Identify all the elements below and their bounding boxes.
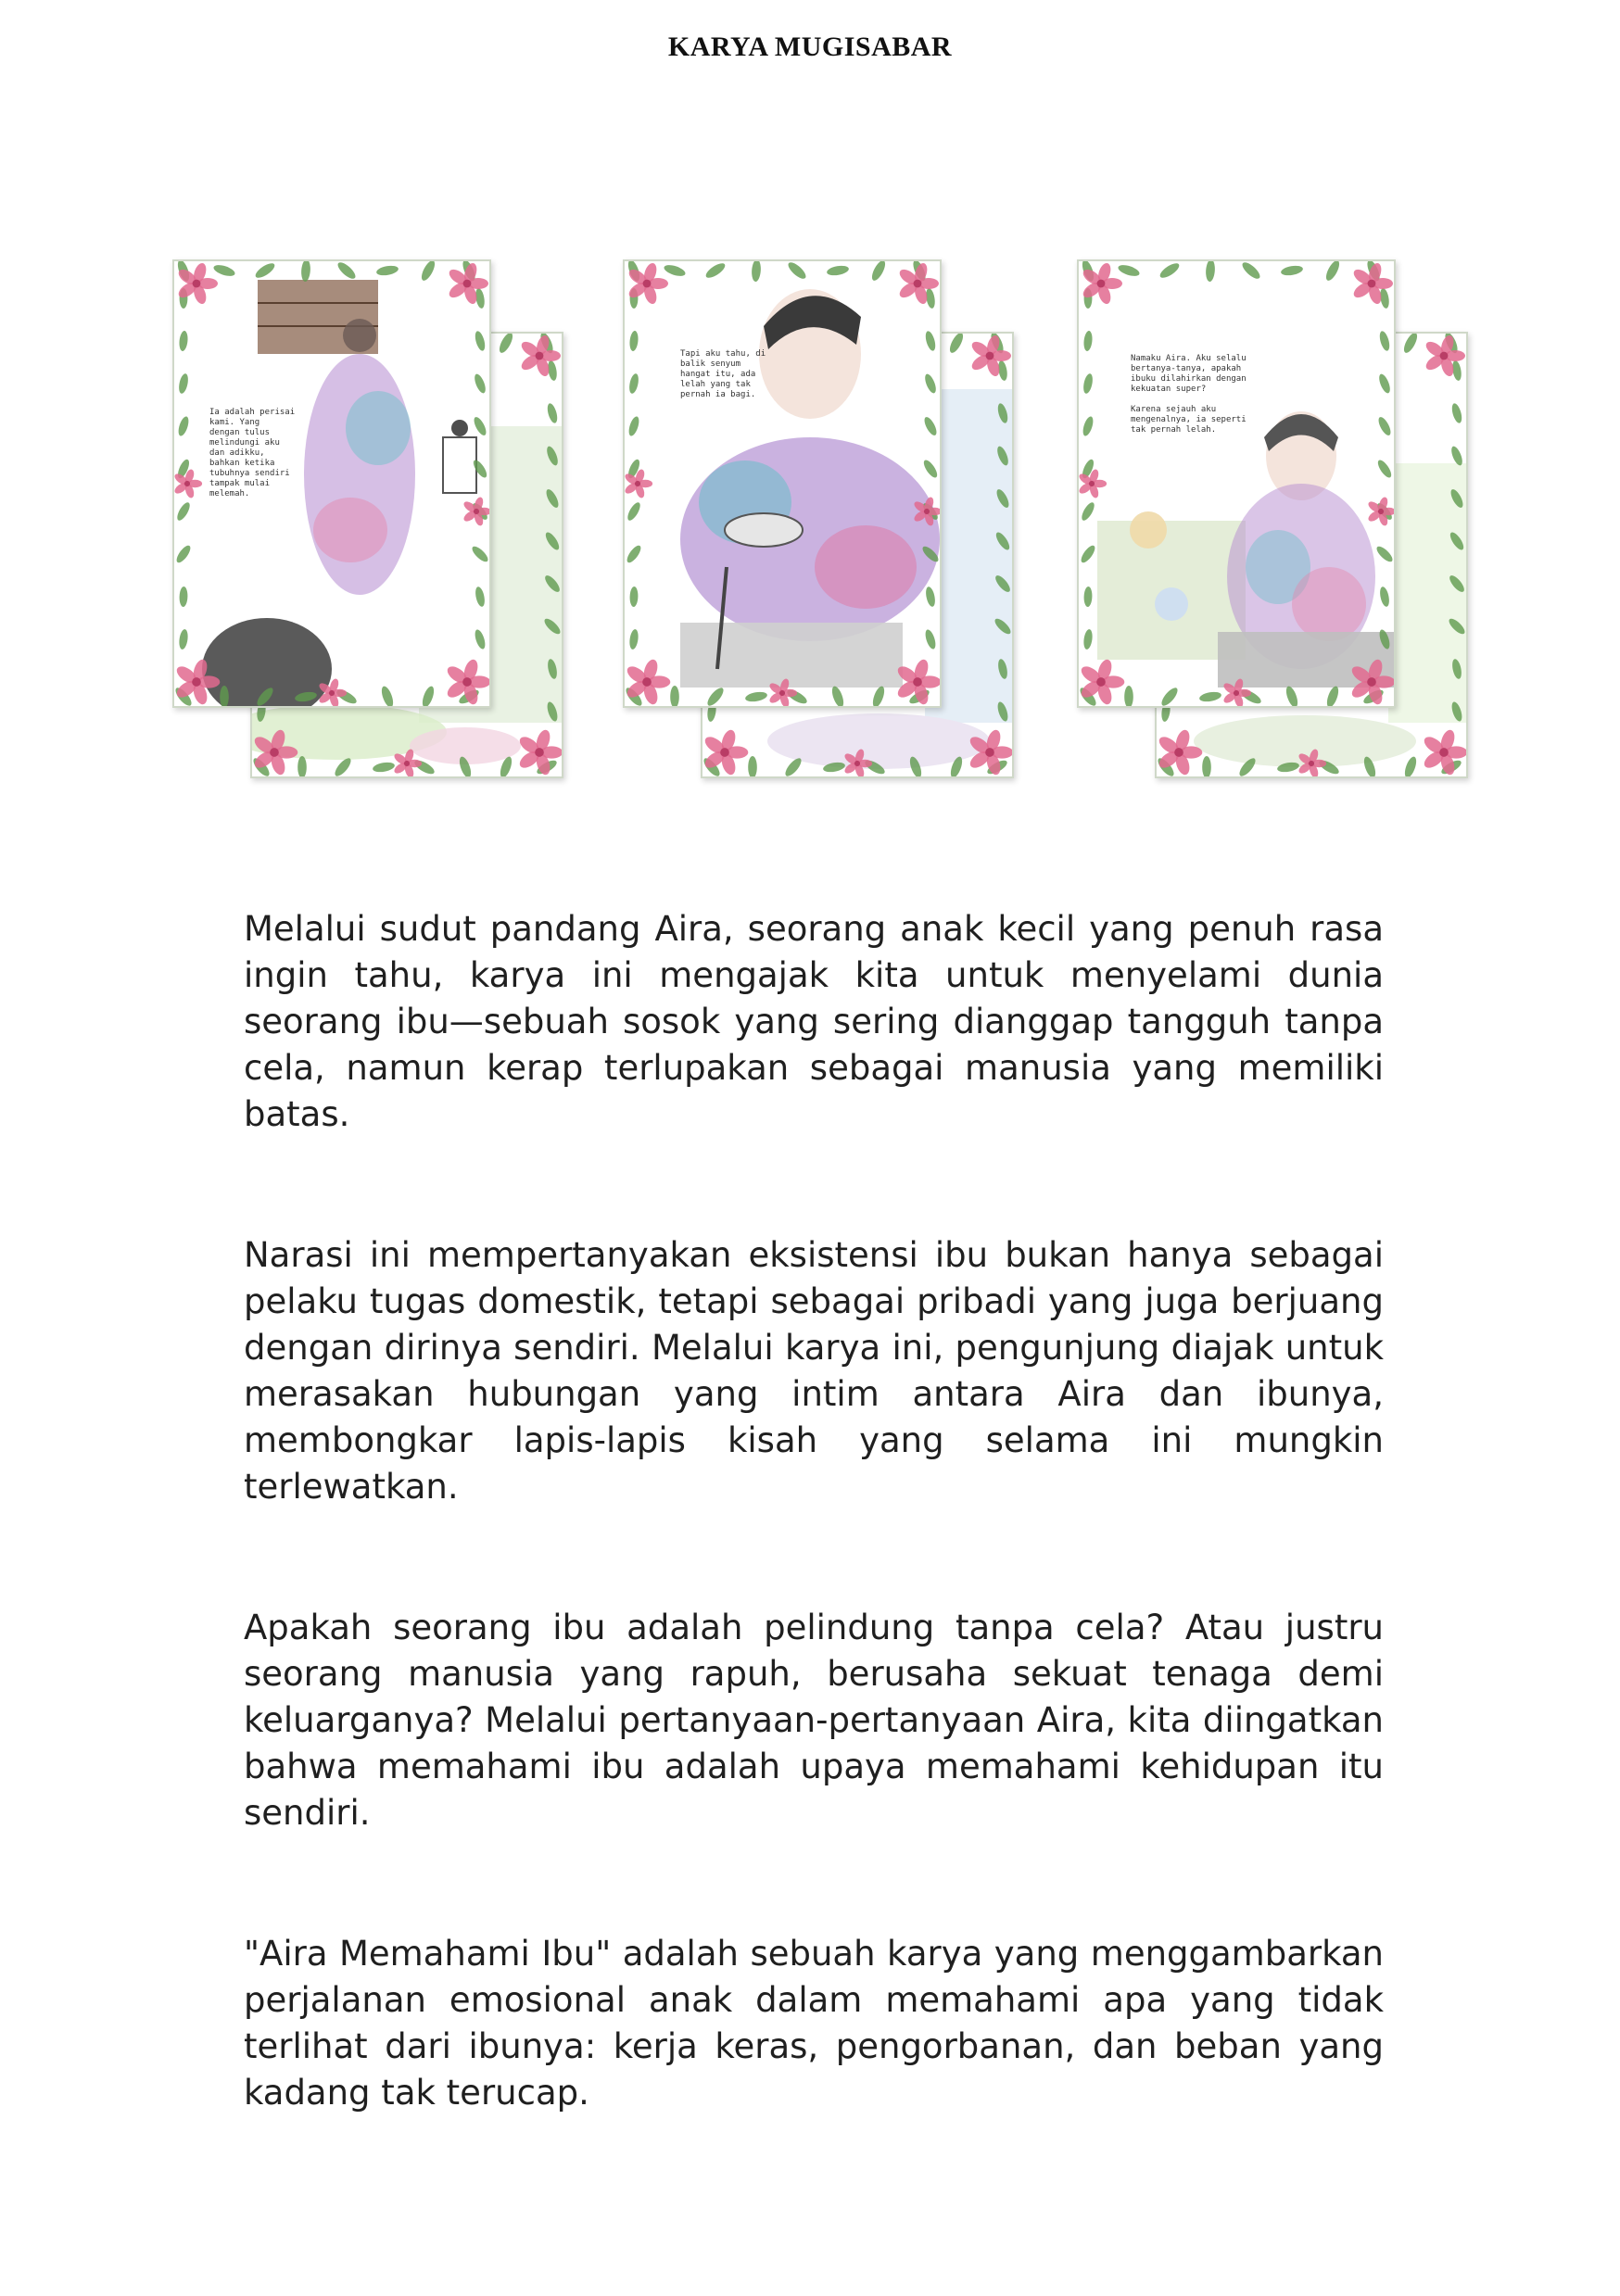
leaf-ornament — [474, 586, 486, 607]
leaf-ornament — [175, 500, 193, 522]
leaf-ornament — [924, 586, 936, 607]
leaf-ornament — [471, 458, 489, 479]
leaf-ornament — [178, 331, 188, 352]
leaf-ornament — [626, 500, 643, 522]
illustration-front-page — [172, 259, 491, 708]
leaf-ornament — [1402, 755, 1418, 776]
leaf-ornament — [1401, 334, 1420, 355]
leaf-ornament — [1079, 544, 1097, 565]
leaf-ornament — [176, 415, 190, 437]
leaf-ornament — [1080, 500, 1097, 522]
leaf-ornament — [379, 685, 395, 706]
leaf-ornament — [1202, 756, 1211, 776]
leaf-ornament — [947, 334, 966, 355]
leaf-ornament — [546, 402, 560, 424]
leaf-ornament — [921, 458, 940, 479]
leaf-ornament — [177, 372, 189, 394]
leaf-ornament — [1374, 544, 1394, 564]
leaf-ornament — [1240, 261, 1262, 282]
illustration-set-2 — [623, 259, 1012, 788]
leaf-ornament — [627, 372, 639, 394]
flower-ornament — [445, 658, 489, 706]
leaf-ornament — [1158, 261, 1181, 281]
leaf-ornament — [375, 264, 399, 277]
leaf-ornament — [178, 628, 189, 650]
leaf-ornament — [1324, 685, 1340, 706]
leaf-ornament — [629, 587, 639, 607]
leaf-ornament — [1323, 261, 1342, 283]
article-body — [244, 906, 1384, 2116]
flower-ornament — [1367, 496, 1394, 526]
leaf-ornament — [748, 756, 757, 776]
leaf-ornament — [826, 264, 849, 277]
leaf-ornament — [1376, 415, 1393, 437]
article-paragraph: "Aira Memahami Ibu" adalah sebuah karya yang menggambarkan perjalanan emosional anak dalam memahami apa yang tidak terlihat dari ibunya: kerja keras, pengorbanan, dan beban yang kadang tak terucap. — [244, 1934, 1384, 2113]
leaf-ornament — [1377, 372, 1392, 395]
leaf-ornament — [628, 331, 639, 352]
illustration-gallery — [0, 259, 1620, 797]
leaf-ornament — [1082, 331, 1093, 352]
leaf-ornament — [1375, 458, 1394, 479]
leaf-ornament — [335, 261, 358, 282]
leaf-ornament — [924, 330, 938, 352]
leaf-ornament — [1159, 686, 1181, 706]
leaf-ornament — [626, 415, 640, 437]
leaf-ornament — [625, 544, 643, 565]
leaf-ornament — [474, 330, 487, 352]
leaf-ornament — [670, 686, 679, 706]
leaf-ornament — [470, 544, 489, 564]
panel-caption: Namaku Aira. Aku selalu bertanya-tanya, apakah ibuku dilahirkan dengan kekuatan super? Karena sejauh aku mengenalnya, ia seperti tak pernah lelah. — [1131, 354, 1247, 435]
article-paragraph: Melalui sudut pandang Aira, seorang anak kecil yang penuh rasa ingin tahu, karya ini mengajak kita untuk menyelami dunia seorang ibu—sebuah sosok yang sering dianggap tangguh tanpa cela, namun kerap terlupakan sebagai manusia yang memiliki batas. — [244, 909, 1384, 1134]
leaf-ornament — [628, 628, 639, 650]
article-paragraph: Narasi ini mempertanyakan eksistensi ibu bukan hanya sebagai pelaku tugas domestik, tetapi sebagai pribadi yang juga berjuang dengan dirinya sendiri. Melalui karya ini, pengunjung diajak untuk merasakan hubungan yang intim antara Aira dan ibunya, membongkar lapis-lapis kisah yang selama ini mungkin terlewatkan. — [244, 1235, 1384, 1507]
leaf-ornament — [1083, 587, 1093, 607]
leaf-ornament — [1082, 628, 1094, 650]
leaf-ornament — [1117, 263, 1141, 279]
leaf-ornament — [663, 263, 687, 279]
leaf-ornament — [473, 628, 487, 650]
leaf-ornament — [1378, 330, 1392, 352]
flower-ornament — [1422, 728, 1466, 776]
leaf-ornament — [1280, 264, 1303, 277]
flower-ornament — [517, 728, 562, 776]
leaf-ornament — [922, 415, 939, 437]
illustration-front-page — [1077, 259, 1396, 708]
leaf-ornament — [1198, 690, 1221, 703]
leaf-ornament — [751, 261, 761, 282]
leaf-ornament — [1378, 586, 1390, 607]
leaf-ornament — [744, 690, 767, 703]
leaf-ornament — [300, 261, 310, 282]
leaf-ornament — [419, 261, 437, 283]
illustration-set-3 — [1077, 259, 1466, 788]
illustration-front-page — [623, 259, 942, 708]
leaf-ornament — [497, 334, 515, 355]
leaf-ornament — [212, 263, 236, 279]
panel-caption: Ia adalah perisai kami. Yang dengan tulus melindungi aku dan adikku, bahkan ketika tubuhnya sendiri tampak mulai melemah. — [209, 408, 296, 498]
leaf-ornament — [297, 756, 307, 776]
leaf-ornament — [1081, 415, 1095, 437]
leaf-ornament — [420, 685, 436, 706]
leaf-ornament — [870, 685, 886, 706]
leaf-ornament — [1124, 686, 1133, 706]
leaf-ornament — [923, 628, 937, 650]
leaf-ornament — [372, 761, 395, 774]
leaf-ornament — [829, 685, 845, 706]
leaf-ornament — [472, 415, 488, 437]
flower-ornament — [462, 496, 489, 526]
leaf-ornament — [703, 261, 727, 281]
leaf-ornament — [253, 261, 276, 281]
illustration-set-1 — [172, 259, 562, 788]
leaf-ornament — [1082, 372, 1094, 394]
leaf-ornament — [705, 686, 727, 706]
leaf-ornament — [1284, 685, 1299, 706]
article-paragraph: Apakah seorang ibu adalah pelindung tanpa cela? Atau justru seorang manusia yang rapuh, berusaha sekuat tenaga demi keluarganya? Melalui pertanyaan-pertanyaan Aira, kita diingatkan bahwa memahami ibu adalah upaya memahami kehidupan itu sendiri. — [244, 1608, 1384, 1833]
leaf-ornament — [869, 261, 888, 283]
leaf-ornament — [923, 372, 938, 395]
leaf-ornament — [1205, 261, 1215, 282]
leaf-ornament — [1450, 402, 1464, 424]
page-header: KARYA MUGISABAR — [667, 32, 953, 62]
leaf-ornament — [786, 261, 808, 282]
panel-caption: Tapi aku tahu, di balik senyum hangat itu, ada lelah yang tak pernah ia bagi. — [680, 349, 766, 399]
leaf-ornament — [473, 372, 487, 395]
leaf-ornament — [179, 587, 188, 607]
leaf-ornament — [174, 544, 193, 565]
